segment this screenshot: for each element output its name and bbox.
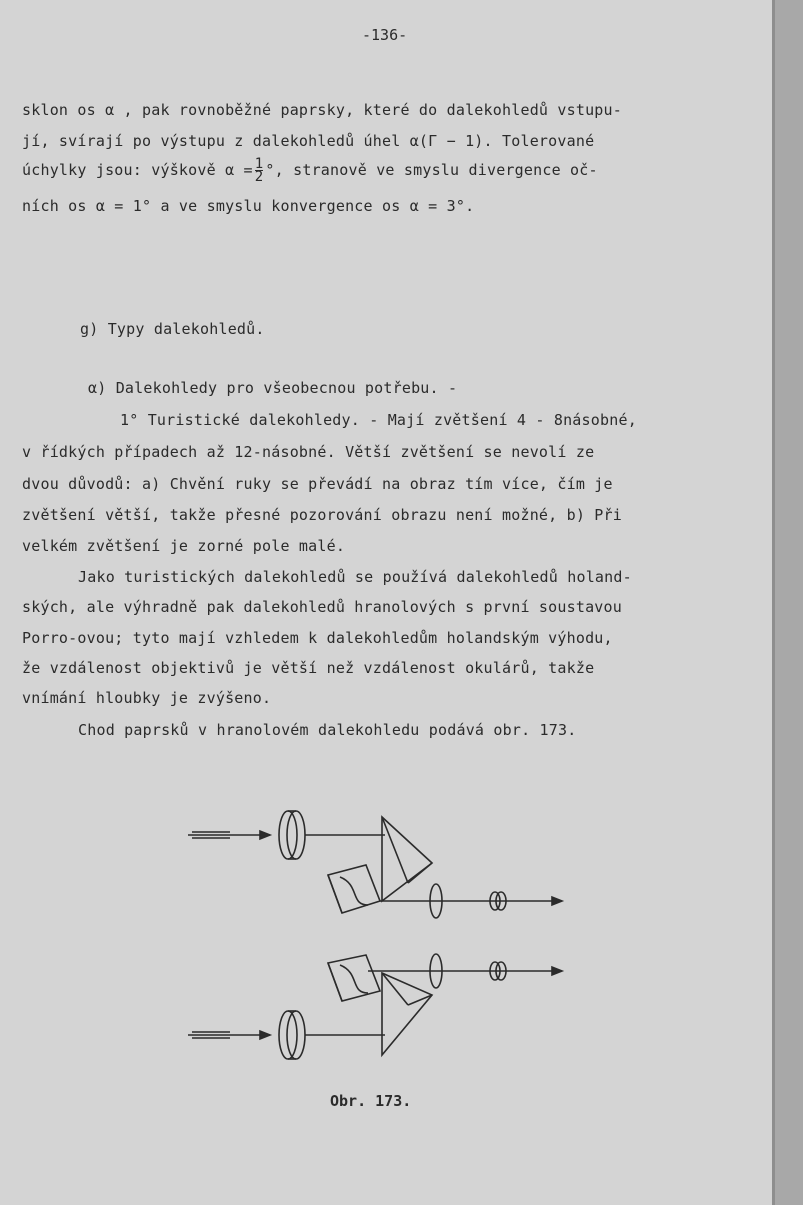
upper-output-arrow — [380, 897, 562, 905]
fraction-half — [255, 158, 264, 183]
page-edge — [775, 0, 803, 1205]
page-number: -136- — [362, 26, 408, 44]
paragraph-1-line-4: ních os α = 1° a ve smyslu konvergence os α = 3°. — [22, 197, 475, 215]
paragraph-1-line-3 — [22, 158, 598, 183]
paragraph-2-line-1: 1° Turistické dalekohledy. - Mají zvětšení 4 - 8násobné, — [120, 411, 637, 429]
paragraph-2-line-2: v řídkých případech až 12-násobné. Větší zvětšení se nevolí ze — [22, 443, 595, 461]
upper-porro-prism-2 — [328, 865, 380, 913]
lower-output-arrow — [368, 967, 562, 975]
paragraph-3-line-2: ských, ale výhradně pak dalekohledů hranolových s první soustavou — [22, 598, 622, 616]
upper-input-arrow — [188, 831, 270, 839]
lower-porro-prism-2 — [328, 955, 380, 1001]
paragraph-1-line-1: sklon os α , pak rovnoběžné paprsky, které do dalekohledů vstupu- — [22, 101, 622, 119]
lower-objective-lens — [279, 1011, 305, 1059]
fraction-denominator: 2 — [254, 169, 264, 185]
paragraph-4: Chod paprsků v hranolovém dalekohledu podává obr. 173. — [78, 721, 577, 739]
upper-objective-lens — [279, 811, 305, 859]
line-3-after: °, stranově ve smyslu divergence oč- — [265, 161, 598, 179]
lower-input-arrow — [188, 1031, 270, 1039]
paragraph-2-line-4: zvětšení větší, takže přesné pozorování obrazu není možné, b) Při — [22, 506, 622, 524]
upper-porro-prism-1 — [382, 817, 432, 901]
paragraph-1-line-2: jí, svírají po výstupu z dalekohledů úhel α(Γ − 1). Tolerované — [22, 132, 595, 150]
paragraph-2-line-5: velkém zvětšení je zorné pole malé. — [22, 537, 346, 555]
section-heading: g) Typy dalekohledů. — [80, 320, 265, 338]
paragraph-3-line-4: že vzdálenost objektivů je větší než vzdálenost okulárů, takže — [22, 659, 595, 677]
lower-porro-prism-1 — [382, 973, 432, 1055]
paragraph-2-line-3: dvou důvodů: a) Chvění ruky se převádí na obraz tím více, čím je — [22, 475, 613, 493]
fraction-numerator: 1 — [254, 156, 264, 172]
figure-caption: Obr. 173. — [330, 1092, 412, 1110]
paragraph-3-line-3: Porro-ovou; tyto mají vzhledem k dalekohledům holandským výhodu, — [22, 629, 613, 647]
subsection-heading: α) Dalekohledy pro všeobecnou potřebu. - — [88, 379, 458, 397]
paragraph-3-line-5: vnímání hloubky je zvýšeno. — [22, 689, 272, 707]
line-3-before: úchylky jsou: výškově α = — [22, 161, 253, 179]
prism-binocular-diagram — [170, 805, 570, 1065]
paragraph-3-line-1: Jako turistických dalekohledů se používá dalekohledů holand- — [78, 568, 632, 586]
